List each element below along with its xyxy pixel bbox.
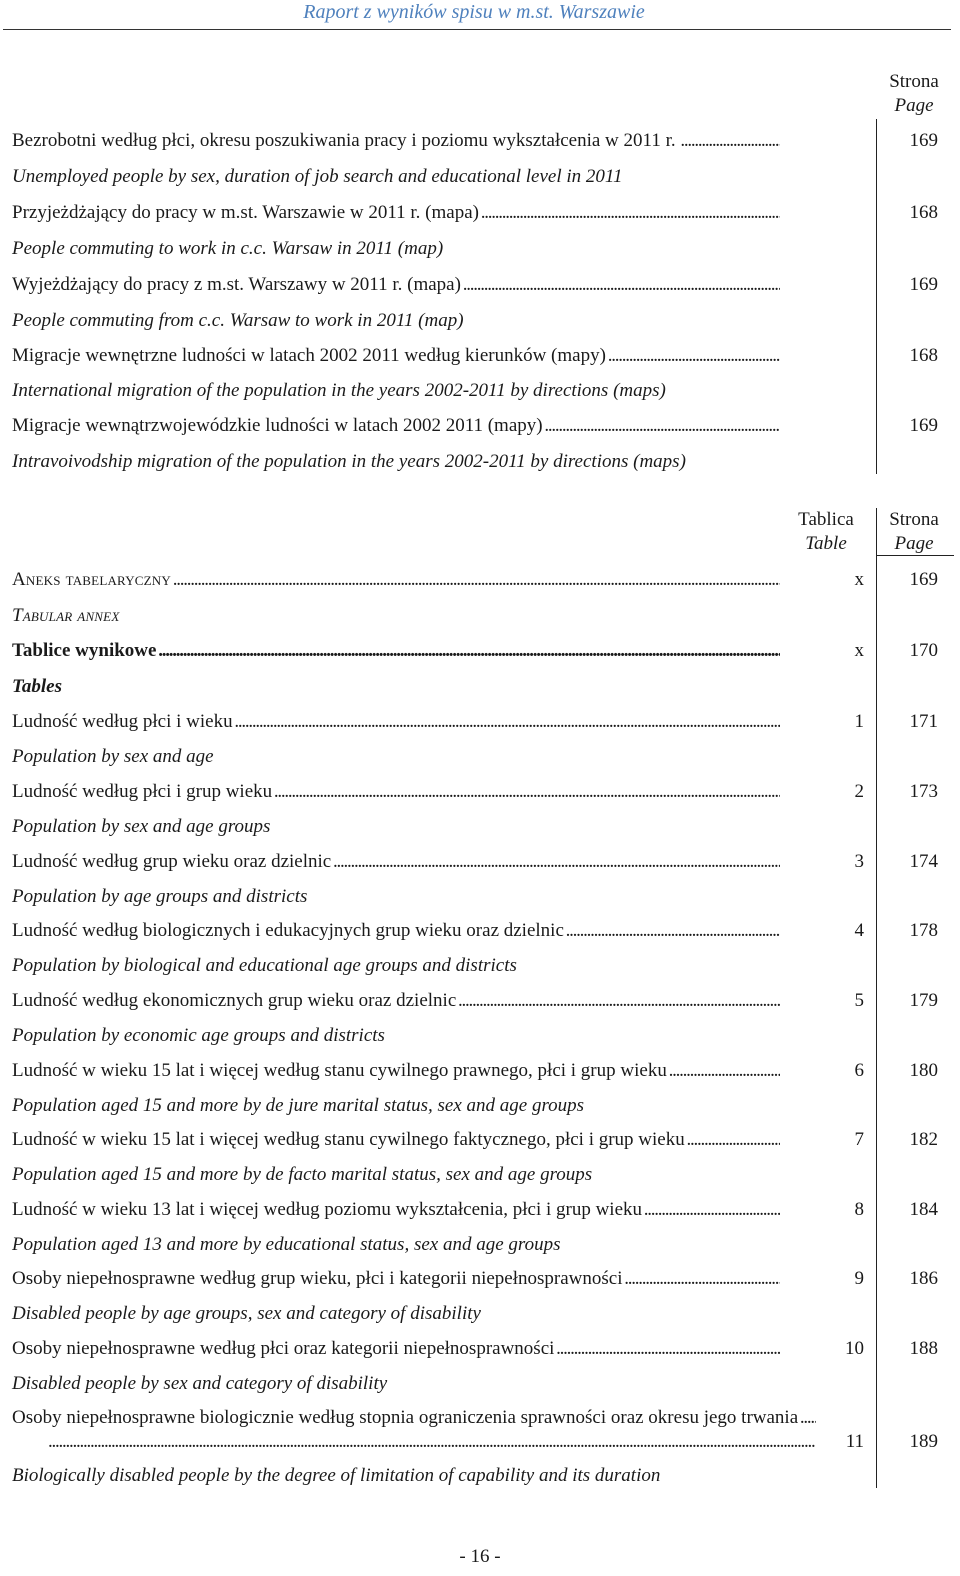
entry-title-pl: Ludność w wieku 13 lat i więcej według poziomu wykształcenia, płci i grup wieku . . . bbox=[12, 1198, 780, 1222]
page-number: - 16 - bbox=[459, 1546, 501, 1567]
results-table: x bbox=[854, 640, 864, 661]
entry-title-pl: Osoby niepełnosprawne według grup wieku, płci i kategorii niepełnosprawności . . . bbox=[12, 1267, 780, 1291]
entry-title-pl: Ludność według grup wieku oraz dzielnic . . . bbox=[12, 850, 780, 874]
entry-title-pl: Przyjeżdżający do pracy w m.st. Warszawie w 2011 r. (mapa) . . . bbox=[12, 201, 780, 225]
entry-title-pl: Ludność w wieku 15 lat i więcej według stanu cywilnego prawnego, płci i grup wieku . . . bbox=[12, 1059, 780, 1083]
entry-page: 174 bbox=[909, 851, 938, 872]
entry-title-pl: Osoby niepełnosprawne biologicznie według stopnia ograniczenia sprawności oraz okresu jego trwania . . . bbox=[12, 1406, 816, 1454]
entry-page: 168 bbox=[909, 202, 938, 223]
entry-title-en: Population by biological and educational age groups and districts bbox=[12, 955, 517, 976]
table-column-label-pl: Tablica bbox=[798, 509, 854, 530]
entry-title-pl: Migracje wewnętrzne ludności w latach 2002 2011 według kierunków (mapy) . . . bbox=[12, 344, 780, 368]
entry-title-pl: Ludność w wieku 15 lat i więcej według stanu cywilnego faktycznego, płci i grup wieku . . . bbox=[12, 1128, 780, 1152]
report-title: Raport z wyników spisu w m.st. Warszawie bbox=[303, 1, 645, 23]
entry-title-en: Intravoivodship migration of the population in the years 2002-2011 by directions (maps) bbox=[12, 451, 686, 472]
entry-table: 3 bbox=[854, 851, 864, 872]
page-column-label-en: Page bbox=[894, 533, 934, 554]
entry-title-en: Disabled people by sex and category of disability bbox=[12, 1373, 388, 1394]
entry-title-pl: Bezrobotni według płci, okresu poszukiwania pracy i poziomu wykształcenia w 2011 r. . . . bbox=[12, 129, 780, 153]
entry-title-en: Population aged 15 and more by de jure marital status, sex and age groups bbox=[12, 1095, 585, 1116]
entry-table: 8 bbox=[854, 1199, 864, 1220]
entry-title-en: International migration of the population in the years 2002-2011 by directions (maps) bbox=[12, 380, 666, 401]
annex-table: x bbox=[854, 569, 864, 590]
entry-title-en: Unemployed people by sex, duration of job search and educational level in 2011 bbox=[12, 166, 623, 187]
entry-page: 184 bbox=[909, 1199, 938, 1220]
entry-page: 189 bbox=[909, 1431, 938, 1452]
entry-table: 9 bbox=[854, 1268, 864, 1289]
entry-title-pl: Osoby niepełnosprawne według płci oraz kategorii niepełnosprawności . . . bbox=[12, 1337, 780, 1361]
annex-title-pl: Aneks tabelaryczny . . . bbox=[12, 568, 780, 592]
entry-page: 169 bbox=[909, 274, 938, 295]
entry-page: 182 bbox=[909, 1129, 938, 1150]
entry-title-en: Population aged 15 and more by de facto marital status, sex and age groups bbox=[12, 1164, 593, 1185]
entry-title-en: Population by sex and age bbox=[12, 746, 214, 767]
entry-page: 169 bbox=[909, 130, 938, 151]
entry-page: 168 bbox=[909, 345, 938, 366]
entry-page: 169 bbox=[909, 415, 938, 436]
results-page: 170 bbox=[909, 640, 938, 661]
entry-page: 186 bbox=[909, 1268, 938, 1289]
page-column-label-pl: Strona bbox=[889, 509, 939, 530]
entry-title-pl: Ludność według ekonomicznych grup wieku oraz dzielnic . . . bbox=[12, 989, 780, 1013]
entry-title-en: Biologically disabled people by the degree of limitation of capability and its duration bbox=[12, 1465, 661, 1486]
running-header bbox=[0, 0, 960, 30]
page-column-divider bbox=[876, 508, 877, 1488]
entry-page: 180 bbox=[909, 1060, 938, 1081]
entry-table: 10 bbox=[845, 1338, 864, 1359]
entry-page: 173 bbox=[909, 781, 938, 802]
entry-table: 11 bbox=[845, 1431, 864, 1452]
entry-page: 171 bbox=[909, 711, 938, 732]
entry-page: 178 bbox=[909, 920, 938, 941]
entry-title-pl: Wyjeżdżający do pracy z m.st. Warszawy w 2011 r. (mapa) . . . bbox=[12, 273, 780, 297]
entry-page: 188 bbox=[909, 1338, 938, 1359]
entry-title-en: People commuting to work in c.c. Warsaw in 2011 (map) bbox=[12, 238, 444, 259]
entry-title-en: Population by sex and age groups bbox=[12, 816, 271, 837]
annex-page: 169 bbox=[909, 569, 938, 590]
entry-table: 1 bbox=[854, 711, 864, 732]
page-column-header bbox=[880, 508, 948, 556]
entry-title-pl: Migracje wewnątrzwojewódzkie ludności w latach 2002 2011 (mapy) . . . bbox=[12, 414, 780, 438]
entry-title-en: Population aged 13 and more by educational status, sex and age groups bbox=[12, 1234, 561, 1255]
annex-title-en: Tabular annex bbox=[12, 605, 120, 626]
entry-page: 179 bbox=[909, 990, 938, 1011]
entry-table: 6 bbox=[854, 1060, 864, 1081]
entry-table: 2 bbox=[854, 781, 864, 802]
entry-title-en: Population by age groups and districts bbox=[12, 886, 308, 907]
table-column-label-en: Table bbox=[805, 533, 847, 554]
entry-title-en: Population by economic age groups and districts bbox=[12, 1025, 385, 1046]
entry-title-pl: Ludność według płci i grup wieku . . . bbox=[12, 780, 780, 804]
header-divider bbox=[3, 29, 951, 30]
page-column-label-en: Page bbox=[894, 95, 934, 116]
page-column-header bbox=[880, 70, 948, 118]
results-title-pl: Tablice wynikowe . . . bbox=[12, 639, 780, 663]
page-header-rule bbox=[876, 555, 954, 556]
page-column-label-pl: Strona bbox=[889, 71, 939, 92]
entry-title-pl: Ludność według płci i wieku . . . bbox=[12, 710, 780, 734]
table-column-header bbox=[786, 508, 866, 556]
entry-title-pl: Ludność według biologicznych i edukacyjnych grup wieku oraz dzielnic . . . bbox=[12, 919, 780, 943]
entry-title-en: People commuting from c.c. Warsaw to work in 2011 (map) bbox=[12, 310, 464, 331]
results-title-en: Tables bbox=[12, 676, 62, 697]
page-column-divider bbox=[876, 119, 877, 474]
entry-table: 7 bbox=[854, 1129, 864, 1150]
entry-title-en: Disabled people by age groups, sex and category of disability bbox=[12, 1303, 481, 1324]
entry-table: 5 bbox=[854, 990, 864, 1011]
entry-table: 4 bbox=[854, 920, 864, 941]
